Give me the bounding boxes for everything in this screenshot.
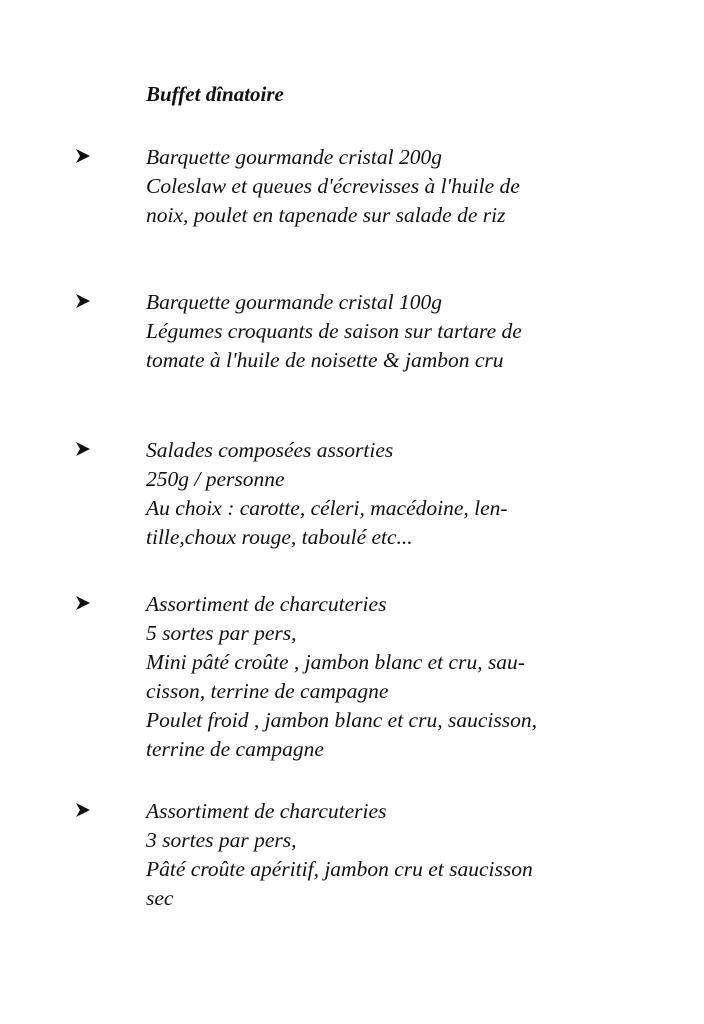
item-quantity: 250g / personne <box>146 467 285 491</box>
item-description-line: sec <box>146 886 174 910</box>
item-description-line: Poulet froid , jambon blanc et cru, saucisson, <box>146 708 537 732</box>
arrowhead-bullet-icon <box>74 147 92 165</box>
item-quantity: 3 sortes par pers, <box>146 828 297 852</box>
item-description-line: Coleslaw et queues d'écrevisses à l'huile de <box>146 174 520 198</box>
item-description-line: Au choix : carotte, céleri, macédoine, len- <box>146 496 508 520</box>
item-description-line: Pâté croûte apéritif, jambon cru et saucisson <box>146 857 533 881</box>
arrowhead-bullet-icon <box>74 594 92 612</box>
item-heading: Assortiment de charcuteries <box>146 592 387 616</box>
item-description-line: cisson, terrine de campagne <box>146 679 389 703</box>
item-description-line: Mini pâté croûte , jambon blanc et cru, sau- <box>146 650 525 674</box>
document-title: Buffet dînatoire <box>146 82 284 106</box>
item-heading: Barquette gourmande cristal 100g <box>146 290 442 314</box>
list-item-text <box>146 590 616 764</box>
item-heading: Assortiment de charcuteries <box>146 799 387 823</box>
item-description-line: Légumes croquants de saison sur tartare de <box>146 319 522 343</box>
item-description-line: tille,choux rouge, taboulé etc... <box>146 525 413 549</box>
arrowhead-bullet-icon <box>74 292 92 310</box>
item-heading: Barquette gourmande cristal 200g <box>146 145 442 169</box>
arrowhead-bullet-icon <box>74 801 92 819</box>
item-description-line: tomate à l'huile de noisette & jambon cru <box>146 348 504 372</box>
list-item-text <box>146 436 616 552</box>
item-description-line: terrine de campagne <box>146 737 324 761</box>
item-description-line: noix, poulet en tapenade sur salade de riz <box>146 203 506 227</box>
item-heading: Salades composées assorties <box>146 438 394 462</box>
list-item-text <box>146 143 616 230</box>
item-quantity: 5 sortes par pers, <box>146 621 297 645</box>
list-item-text <box>146 797 616 913</box>
list-item-text <box>146 288 616 375</box>
arrowhead-bullet-icon <box>74 440 92 458</box>
